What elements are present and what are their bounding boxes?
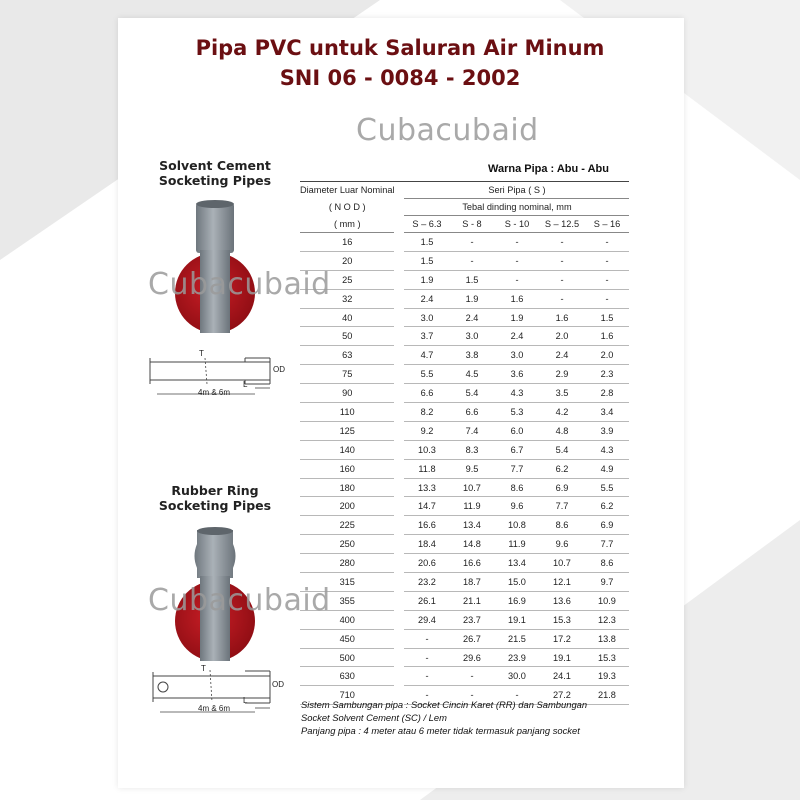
table-row (300, 327, 629, 346)
thickness-cell: 23.7 (449, 610, 494, 629)
thickness-cell: 1.9 (404, 270, 449, 289)
thickness-cell: 8.2 (404, 403, 449, 422)
diameter-cell: 75 (300, 365, 394, 384)
header-diameter-line3: ( mm ) (300, 216, 394, 233)
thickness-cell: 18.7 (449, 573, 494, 592)
table-row (300, 478, 629, 497)
thickness-cell: - (584, 289, 629, 308)
thickness-cell: 9.2 (404, 421, 449, 440)
thickness-cell: 4.2 (539, 403, 584, 422)
thickness-cell: 3.4 (584, 403, 629, 422)
thickness-cell: 10.8 (494, 516, 539, 535)
diameter-cell: 16 (300, 233, 394, 252)
diameter-cell: 20 (300, 251, 394, 270)
thickness-cell: - (449, 686, 494, 705)
thickness-cell: - (539, 289, 584, 308)
od-label-2: OD (272, 680, 284, 689)
thickness-cell: 11.9 (494, 535, 539, 554)
thickness-cell: 2.4 (404, 289, 449, 308)
watermark: Cubacubaid (356, 113, 539, 148)
diameter-cell: 50 (300, 327, 394, 346)
thickness-cell: 4.3 (494, 384, 539, 403)
length-label: 4m & 6m (198, 388, 231, 397)
thickness-cell: 6.9 (539, 478, 584, 497)
thickness-cell: 1.6 (584, 327, 629, 346)
thickness-cell: 29.6 (449, 648, 494, 667)
thickness-cell: 2.0 (539, 327, 584, 346)
od-label: OD (273, 365, 285, 374)
diameter-cell: 90 (300, 384, 394, 403)
thickness-cell: 7.4 (449, 421, 494, 440)
thickness-cell: 1.9 (449, 289, 494, 308)
thickness-cell: - (404, 686, 449, 705)
thickness-cell: 2.4 (449, 308, 494, 327)
thickness-cell: 9.6 (539, 535, 584, 554)
table-row (300, 251, 629, 270)
thickness-cell: 17.2 (539, 629, 584, 648)
note-line3: Panjang pipa : 4 meter atau 6 meter tidak termasuk panjang socket (301, 725, 580, 736)
solvent-cement-title-line2: Socketing Pipes (158, 173, 272, 188)
table-body (300, 233, 629, 705)
thickness-cell: 16.6 (404, 516, 449, 535)
thickness-cell: - (539, 233, 584, 252)
thickness-cell: 19.1 (494, 610, 539, 629)
series-label: S - 10 (494, 216, 539, 233)
thickness-cell: 1.5 (584, 308, 629, 327)
thickness-cell: 1.6 (494, 289, 539, 308)
thickness-cell: 8.3 (449, 440, 494, 459)
table-row (300, 535, 629, 554)
thickness-cell: 10.9 (584, 591, 629, 610)
page-title: Pipa PVC untuk Saluran Air Minum (195, 36, 605, 60)
rubber-ring-title-line1: Rubber Ring (171, 483, 259, 498)
thickness-cell: 15.3 (539, 610, 584, 629)
thickness-cell: - (449, 233, 494, 252)
thickness-cell: 3.0 (494, 346, 539, 365)
header-diameter-line2: ( N O D ) (328, 202, 366, 212)
solvent-cement-title (150, 158, 280, 188)
diameter-cell: 280 (300, 554, 394, 573)
thickness-cell: 4.8 (539, 421, 584, 440)
diameter-cell: 200 (300, 497, 394, 516)
watermark: Cubacubaid (148, 583, 331, 618)
thickness-cell: 10.7 (539, 554, 584, 573)
thickness-cell: 5.4 (449, 384, 494, 403)
thickness-cell: 21.8 (584, 686, 629, 705)
thickness-cell: 3.7 (404, 327, 449, 346)
thickness-cell: 20.6 (404, 554, 449, 573)
diameter-cell: 160 (300, 459, 394, 478)
diameter-cell: 63 (300, 346, 394, 365)
thickness-cell: 3.0 (404, 308, 449, 327)
thickness-cell: 23.9 (494, 648, 539, 667)
series-label: S – 6.3 (404, 216, 449, 233)
thickness-cell: 3.5 (539, 384, 584, 403)
table-row (300, 346, 629, 365)
thickness-cell: 12.1 (539, 573, 584, 592)
thickness-cell: 30.0 (494, 667, 539, 686)
thickness-cell: 4.7 (404, 346, 449, 365)
thickness-cell: 19.1 (539, 648, 584, 667)
note-line2: Socket Solvent Cement (SC) / Lem (301, 712, 447, 723)
rubber-ring-dimension-diagram (145, 668, 295, 723)
table-row (300, 308, 629, 327)
thickness-cell: 2.0 (584, 346, 629, 365)
thickness-cell: 3.8 (449, 346, 494, 365)
table-row (300, 591, 629, 610)
thickness-cell: 1.5 (404, 251, 449, 270)
thickness-cell: - (584, 233, 629, 252)
thickness-cell: - (494, 270, 539, 289)
thickness-cell: 6.9 (584, 516, 629, 535)
thickness-cell: 1.9 (494, 308, 539, 327)
header-series: Seri Pipa ( S ) (404, 182, 629, 199)
diameter-cell: 315 (300, 573, 394, 592)
thickness-cell: 13.4 (494, 554, 539, 573)
thickness-cell: 8.6 (494, 478, 539, 497)
thickness-cell: 4.5 (449, 365, 494, 384)
thickness-cell: 2.3 (584, 365, 629, 384)
socket-length-label: L (243, 380, 248, 389)
table-row (300, 289, 629, 308)
thickness-cell: 2.8 (584, 384, 629, 403)
thickness-cell: 4.9 (584, 459, 629, 478)
thickness-cell: 9.5 (449, 459, 494, 478)
table-row (300, 497, 629, 516)
page-subtitle: SNI 06 - 0084 - 2002 (279, 66, 521, 90)
thickness-cell: 16.9 (494, 591, 539, 610)
thickness-cell: 11.8 (404, 459, 449, 478)
thickness-cell: 18.4 (404, 535, 449, 554)
diameter-cell: 125 (300, 421, 394, 440)
diameter-cell: 180 (300, 478, 394, 497)
diameter-cell: 630 (300, 667, 394, 686)
thickness-cell: 3.0 (449, 327, 494, 346)
diameter-cell: 450 (300, 629, 394, 648)
thickness-cell: 23.2 (404, 573, 449, 592)
diameter-cell: 250 (300, 535, 394, 554)
thickness-cell: 15.0 (494, 573, 539, 592)
thickness-cell: 26.1 (404, 591, 449, 610)
thickness-cell: 13.8 (584, 629, 629, 648)
thickness-cell: 29.4 (404, 610, 449, 629)
thickness-cell: - (404, 667, 449, 686)
thickness-cell: 10.3 (404, 440, 449, 459)
table-row (300, 610, 629, 629)
diameter-cell: 25 (300, 270, 394, 289)
diameter-cell: 225 (300, 516, 394, 535)
diameter-cell: 110 (300, 403, 394, 422)
thickness-cell: 24.1 (539, 667, 584, 686)
thickness-cell: 2.9 (539, 365, 584, 384)
thickness-cell: 1.5 (404, 233, 449, 252)
thickness-cell: 4.3 (584, 440, 629, 459)
thickness-cell: 6.7 (494, 440, 539, 459)
note-line1: Sistem Sambungan pipa : Socket Cincin Karet (RR) dan Sambungan (301, 699, 588, 710)
solvent-cement-title-line1: Solvent Cement (159, 158, 271, 173)
thickness-cell: 12.3 (584, 610, 629, 629)
thickness-cell: 6.0 (494, 421, 539, 440)
thickness-cell: 5.3 (494, 403, 539, 422)
table-row (300, 440, 629, 459)
header-diameter-line1: Diameter Luar Nominal (300, 185, 395, 196)
thickness-cell: - (449, 667, 494, 686)
thickness-cell: 19.3 (584, 667, 629, 686)
thickness-cell: - (404, 629, 449, 648)
thickness-cell: 8.6 (584, 554, 629, 573)
thickness-cell: 7.7 (494, 459, 539, 478)
diameter-cell: 32 (300, 289, 394, 308)
thickness-cell: - (404, 648, 449, 667)
table-row (300, 573, 629, 592)
table-row (300, 648, 629, 667)
thickness-cell: 5.4 (539, 440, 584, 459)
thickness-cell: - (539, 270, 584, 289)
thickness-cell: 2.4 (539, 346, 584, 365)
thickness-cell: 6.2 (584, 497, 629, 516)
thickness-cell: 21.5 (494, 629, 539, 648)
thickness-cell: 14.7 (404, 497, 449, 516)
thickness-cell: - (584, 270, 629, 289)
thickness-cell: 5.5 (404, 365, 449, 384)
table-row (300, 629, 629, 648)
thickness-cell: - (449, 251, 494, 270)
table-row (300, 421, 629, 440)
thickness-cell: 13.3 (404, 478, 449, 497)
rubber-ring-title (150, 483, 280, 513)
watermark: Cubacubaid (148, 267, 331, 302)
thickness-cell: 3.6 (494, 365, 539, 384)
table-row (300, 233, 629, 252)
diameter-cell: 140 (300, 440, 394, 459)
thickness-cell: 14.8 (449, 535, 494, 554)
rubber-ring-title-line2: Socketing Pipes (158, 498, 272, 513)
length-label-2: 4m & 6m (198, 704, 231, 713)
table-row (300, 554, 629, 573)
thickness-cell: 6.6 (449, 403, 494, 422)
thickness-cell: 1.6 (539, 308, 584, 327)
header-thickness: Tebal dinding nominal, mm (404, 199, 629, 216)
table-row (300, 384, 629, 403)
thickness-cell: 11.9 (449, 497, 494, 516)
thickness-cell: 7.7 (584, 535, 629, 554)
thickness-cell: - (539, 251, 584, 270)
thickness-cell: 6.2 (539, 459, 584, 478)
diameter-cell: 710 (300, 686, 394, 705)
thickness-cell: 27.2 (539, 686, 584, 705)
thickness-cell: - (584, 251, 629, 270)
series-label: S - 8 (449, 216, 494, 233)
table-row (300, 459, 629, 478)
thickness-cell: 1.5 (449, 270, 494, 289)
table-row (300, 403, 629, 422)
thickness-cell: 7.7 (539, 497, 584, 516)
thickness-label: T (199, 349, 204, 358)
thickness-cell: 13.6 (539, 591, 584, 610)
diameter-cell: 355 (300, 591, 394, 610)
pipe-spec-table (300, 181, 629, 705)
thickness-cell: - (494, 686, 539, 705)
thickness-cell: - (494, 251, 539, 270)
diameter-cell: 400 (300, 610, 394, 629)
thickness-cell: 26.7 (449, 629, 494, 648)
thickness-cell: 9.6 (494, 497, 539, 516)
diameter-cell: 500 (300, 648, 394, 667)
table-row (300, 365, 629, 384)
thickness-cell: 15.3 (584, 648, 629, 667)
thickness-cell: 8.6 (539, 516, 584, 535)
socket-length-label-2: L (243, 696, 248, 705)
thickness-cell: 5.5 (584, 478, 629, 497)
notes (301, 698, 631, 737)
table-row (300, 270, 629, 289)
pipe-color-note: Warna Pipa : Abu - Abu (488, 163, 609, 175)
thickness-cell: 13.4 (449, 516, 494, 535)
thickness-cell: 21.1 (449, 591, 494, 610)
table-row (300, 516, 629, 535)
thickness-cell: 9.7 (584, 573, 629, 592)
table-row (300, 667, 629, 686)
thickness-cell: 10.7 (449, 478, 494, 497)
thickness-cell: 16.6 (449, 554, 494, 573)
thickness-label-2: T (201, 664, 206, 673)
series-label: S – 12.5 (539, 216, 584, 233)
thickness-cell: 2.4 (494, 327, 539, 346)
diameter-cell: 40 (300, 308, 394, 327)
thickness-cell: 3.9 (584, 421, 629, 440)
thickness-cell: - (494, 233, 539, 252)
thickness-cell: 6.6 (404, 384, 449, 403)
series-label: S – 16 (584, 216, 629, 233)
